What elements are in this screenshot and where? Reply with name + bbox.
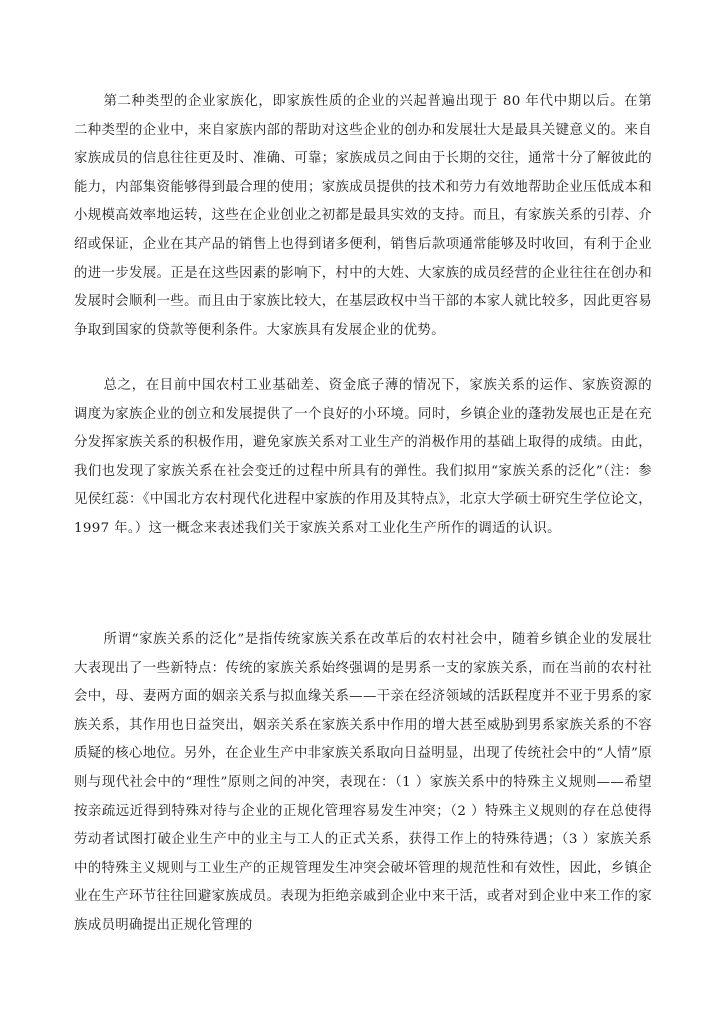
paragraph-summary: 总之，在目前中国农村工业基础差、资金底子薄的情况下，家族关系的运作、家族资源的调度为家族企业的创立和发展提供了一个良好的小环境。同时，乡镇企业的蓬勃发展也正是在充分发挥家族关系的积极作用，避免家族关系对工业生产的消极作用的基础上取得的成绩。由此，我们也发现了家族关系在社会变迁的过程中所具有的弹性。我们拟用“家族关系的泛化”（注：参见侯红蕊：《中国北方农村现代化进程中家族的作用及其特点》，北京大学硕士研究生学位论文，1997 年。）这一概念来表述我们关于家族关系对工业化生产所作的调适的认识。 [74,378,652,536]
paragraph-enterprise-familization: 第二种类型的企业家族化，即家族性质的企业的兴起普遍出现于 80 年代中期以后。在第二种类型的企业中，来自家族内部的帮助对这些企业的创办和发展壮大是最具关键意义的。来自家族成员的信息往往更及时、准确、可靠；家族成员之间由于长期的交往，通常十分了解彼此的能力，内部集资能够得到最合理的使用；家族成员提供的技术和劳力有效地帮助企业压低成本和小规模高效率地运转，这些在企业创业之初都是最具实效的支持。而且，有家族关系的引荐、介绍或保证，企业在其产品的销售上也得到诸多便利，销售后款项通常能够及时收回，有利于企业的进一步发展。正是在这些因素的影响下，村中的大姓、大家族的成员经营的企业往往在创办和发展时会顺利一些。而且由于家族比较大，在基层政权中当干部的本家人就比较多，因此更容易争取到国家的贷款等便利条件。大家族具有发展企业的优势。 [74,94,652,338]
paragraph-generalization-of-family-relations: 所谓“家族关系的泛化”是指传统家族关系在改革后的农村社会中，随着乡镇企业的发展壮大表现出了一些新特点：传统的家族关系始终强调的是男系一支的家族关系，而在当前的农村社会中，母、妻两方面的姻亲关系与拟血缘关系——干亲在经济领域的活跃程度并不亚于男系的家族关系，其作用也日益突出，姻亲关系在家族关系中作用的增大甚至威胁到男系家族关系的不容质疑的核心地位。另外，在企业生产中非家族关系取向日益明显，出现了传统社会中的“人情”原则与现代社会中的“理性”原则之间的冲突，表现在：（1 ）家族关系中的特殊主义规则——希望按亲疏远近得到特殊对待与企业的正规化管理容易发生冲突；（2 ）特殊主义规则的存在总使得劳动者试图打破企业生产中的业主与工人的正式关系，获得工作上的特殊待遇；（3 ）家族关系中的特殊主义规则与工业生产的正规管理发生冲突会破坏管理的规范性和有效性，因此，乡镇企业在生产环节往往回避家族成员。表现为拒绝亲戚到企业中来干活，或者对到企业中来工作的家族成员明确提出正规化管理的 [74,632,652,933]
